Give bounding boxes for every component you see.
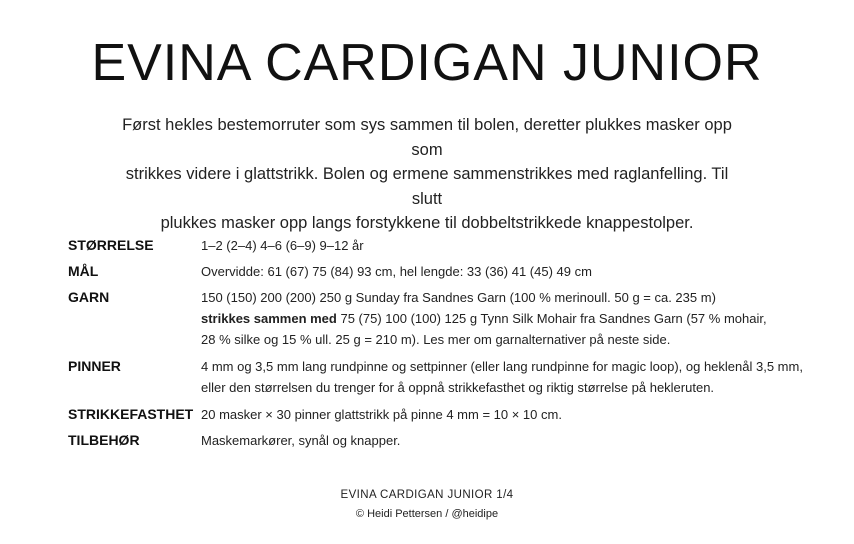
yarn-held-together-emphasis: strikkes sammen med	[201, 311, 337, 326]
spec-label-notions: TILBEHØR	[68, 432, 140, 448]
spec-value-notions: Maskemarkører, synål og knapper.	[201, 433, 401, 448]
needles-line-1: 4 mm og 3,5 mm lang rundpinne og settpinner (eller lang rundpinne for magic loop), og heklenål 3,5 mm,	[201, 359, 803, 374]
footer-credit: © Heidi Pettersen / @heidipe	[355, 508, 499, 520]
spec-row-needles	[68, 356, 828, 404]
yarn-line-2	[201, 308, 828, 329]
spec-row-size	[68, 235, 828, 261]
yarn-line-1: 150 (150) 200 (200) 250 g Sunday fra Sandnes Garn (100 % merinoull. 50 g = ca. 235 m)	[201, 290, 716, 305]
spec-row-gauge	[68, 404, 828, 430]
spec-label-needles: PINNER	[68, 358, 121, 374]
spec-label-yarn: GARN	[68, 289, 110, 305]
spec-label-measurements: MÅL	[68, 263, 99, 279]
intro-paragraph	[112, 113, 742, 236]
yarn-line-3: 28 % silke og 15 % ull. 25 g = 210 m). Les mer om garnalternativer på neste side.	[201, 332, 671, 347]
yarn-line-2-text: 75 (75) 100 (100) 125 g Tynn Silk Mohair fra Sandnes Garn (57 % mohair,	[336, 311, 767, 326]
spec-value-gauge: 20 masker × 30 pinner glattstrikk på pinne 4 mm = 10 × 10 cm.	[201, 407, 562, 422]
spec-value-size: 1–2 (2–4) 4–6 (6–9) 9–12 år	[201, 238, 364, 253]
spec-row-yarn	[68, 287, 828, 356]
specifications-list	[68, 235, 828, 456]
intro-line: Først hekles bestemorruter som sys sammen til bolen, deretter plukkes masker opp som	[122, 116, 732, 159]
spec-row-notions	[68, 430, 828, 456]
intro-line: strikkes videre i glattstrikk. Bolen og ermene sammenstrikkes med raglanfelling. Til slutt	[125, 165, 729, 208]
spec-value-needles	[201, 356, 828, 398]
page-title: EVINA CARDIGAN JUNIOR	[91, 34, 763, 92]
intro-line: plukkes masker opp langs forstykkene til dobbeltstrikkede knappestolper.	[160, 214, 694, 232]
spec-label-size: STØRRELSE	[68, 237, 154, 253]
spec-row-measurements	[68, 261, 828, 287]
needles-line-2: eller den størrelsen du trenger for å oppnå strikkefasthet og riktig størrelse på hekleruten.	[201, 380, 715, 395]
spec-value-yarn	[201, 287, 828, 350]
spec-label-gauge: STRIKKEFASTHET	[68, 406, 194, 422]
spec-value-measurements: Overvidde: 61 (67) 75 (84) 93 cm, hel lengde: 33 (36) 41 (45) 49 cm	[201, 264, 592, 279]
footer-page-title: EVINA CARDIGAN JUNIOR 1/4	[340, 489, 514, 501]
